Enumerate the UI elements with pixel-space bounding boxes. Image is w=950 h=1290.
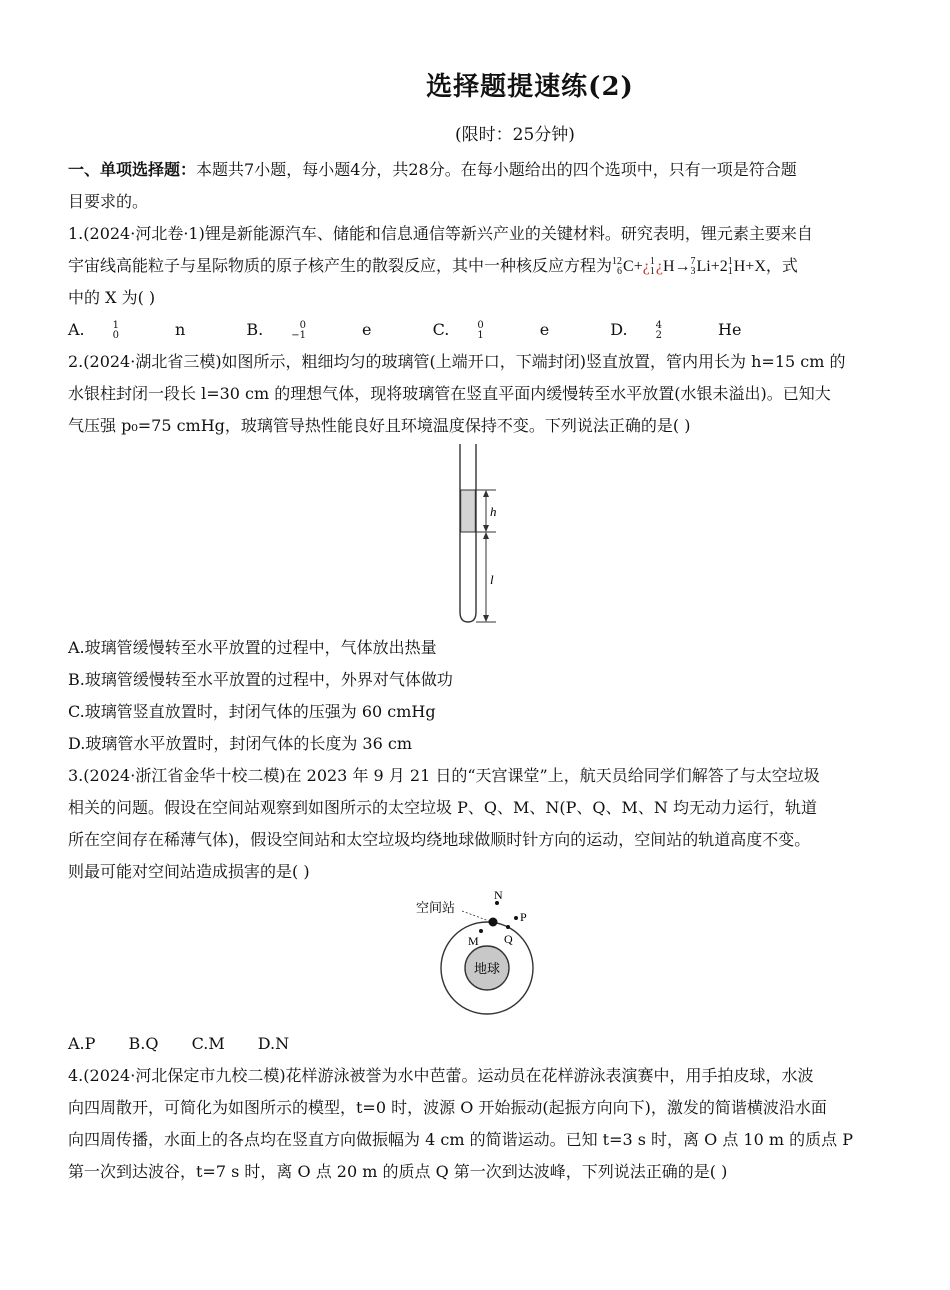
q4-line-2: 向四周散开，可简化为如图所示的模型，t=0 时，波源 O 开始振动(起振方向向下)，激发的简谐横波沿水面 — [68, 1098, 827, 1117]
q1-options — [68, 314, 883, 346]
question-content — [68, 154, 883, 1188]
q2-option-a[interactable]: A.玻璃管缓慢转至水平放置的过程中，气体放出热量 — [68, 638, 437, 657]
debris-q-dot — [506, 925, 510, 929]
q2-option-d[interactable]: D.玻璃管水平放置时，封闭气体的长度为 36 cm — [68, 734, 413, 753]
q1-option-b[interactable]: B. 0 −1 e — [246, 319, 372, 341]
label-m: M — [468, 934, 479, 948]
label-station: 空间站 — [416, 901, 456, 916]
q2-line-2: 水银柱封闭一段长 l=30 cm 的理想气体，现将玻璃管在竖直平面内缓慢转至水平放置(水银未溢出)。已知大 — [68, 384, 831, 403]
glass-tube-diagram — [68, 442, 883, 632]
debris-m-dot — [479, 929, 483, 933]
glass-tube — [460, 444, 476, 622]
q2-option-c[interactable]: C.玻璃管竖直放置时，封闭气体的压强为 60 cmHg — [68, 702, 436, 721]
q3-line-2: 相关的问题。假设在空间站观察到如图所示的太空垃圾 P、Q、M、N(P、Q、M、N 均无动力运行，轨道 — [68, 798, 817, 817]
debris-p-dot — [514, 916, 518, 920]
q2-line-3: 气压强 p₀=75 cmHg，玻璃管导热性能良好且环境温度保持不变。下列说法正确的是( ) — [68, 416, 691, 435]
q2-line-1: 2.(2024·湖北省三模)如图所示，粗细均匀的玻璃管(上端开口，下端封闭)竖直放置，管内用长为 h=15 cm 的 — [68, 352, 846, 371]
section-text: 本题共7小题，每小题4分，共28分。在每小题给出的四个选项中，只有一项是符合题 — [196, 160, 797, 179]
q3-line-3: 所在空间存在稀薄气体)，假设空间站和太空垃圾均绕地球做顺时针方向的运动，空间站的轨道高度不变。 — [68, 830, 811, 849]
space-station-dot — [489, 918, 498, 927]
q3-option-c[interactable]: C.M — [191, 1034, 225, 1053]
section-intro — [68, 154, 883, 186]
label-l: l — [490, 572, 494, 587]
q1-option-a[interactable]: A. 1 0 n — [68, 319, 186, 341]
page-title: 选择题提速练(2) — [426, 72, 634, 102]
orbit-diagram — [68, 888, 883, 1028]
q1-option-c[interactable]: C. 0 1 e — [432, 319, 550, 341]
q1-option-d[interactable]: D. 4 2 He — [610, 319, 742, 341]
q2-option-b[interactable]: B.玻璃管缓慢转至水平放置的过程中，外界对气体做功 — [68, 670, 453, 689]
q3-figure — [68, 888, 883, 1028]
label-p: P — [520, 910, 527, 924]
section-text-2: 目要求的。 — [68, 192, 149, 211]
nuclear-equation: 12 6 C+¿ 1 1 ¿H→ 7 3 Li+2 1 1 H+X — [612, 256, 766, 278]
q3-option-b[interactable]: B.Q — [128, 1034, 159, 1053]
label-h: h — [490, 504, 497, 519]
time-limit: (限时：25分钟) — [455, 125, 575, 145]
q1-line-3: 中的 X 为( ) — [68, 288, 156, 307]
q3-line-1: 3.(2024·浙江省金华十校二模)在 2023 年 9 月 21 日的“天宫课堂”上，航天员给同学们解答了与太空垃圾 — [68, 766, 820, 785]
q3-options — [68, 1028, 883, 1060]
q2-figure — [68, 442, 883, 632]
q3-option-d[interactable]: D.N — [257, 1034, 290, 1053]
label-earth: 地球 — [473, 962, 501, 977]
section-heading: 一、单项选择题： — [68, 160, 197, 179]
q3-option-a[interactable]: A.P — [68, 1034, 96, 1053]
q1-line-2-prefix: 宇宙线高能粒子与星际物质的原子核产生的散裂反应，其中一种核反应方程为 — [68, 256, 613, 275]
label-n: N — [494, 888, 503, 902]
mercury-column — [461, 490, 476, 532]
q4-line-4: 第一次到达波谷，t=7 s 时，离 O 点 20 m 的质点 Q 第一次到达波峰，下列说法正确的是( ) — [68, 1162, 728, 1181]
q4-line-1: 4.(2024·河北保定市九校二模)花样游泳被誉为水中芭蕾。运动员在花样游泳表演赛中，用手拍皮球，水波 — [68, 1066, 814, 1085]
label-q: Q — [504, 932, 513, 946]
q1-line-1: 1.(2024·河北卷·1)锂是新能源汽车、储能和信息通信等新兴产业的关键材料。研究表明，锂元素主要来自 — [68, 224, 813, 243]
q3-line-4: 则最可能对空间站造成损害的是( ) — [68, 862, 310, 881]
q4-line-3: 向四周传播，水面上的各点均在竖直方向做振幅为 4 cm 的简谐运动。已知 t=3 s 时，离 O 点 10 m 的质点 P — [68, 1130, 853, 1149]
q1-line-2 — [68, 250, 883, 282]
q1-line-2-suffix: ，式 — [765, 256, 798, 275]
